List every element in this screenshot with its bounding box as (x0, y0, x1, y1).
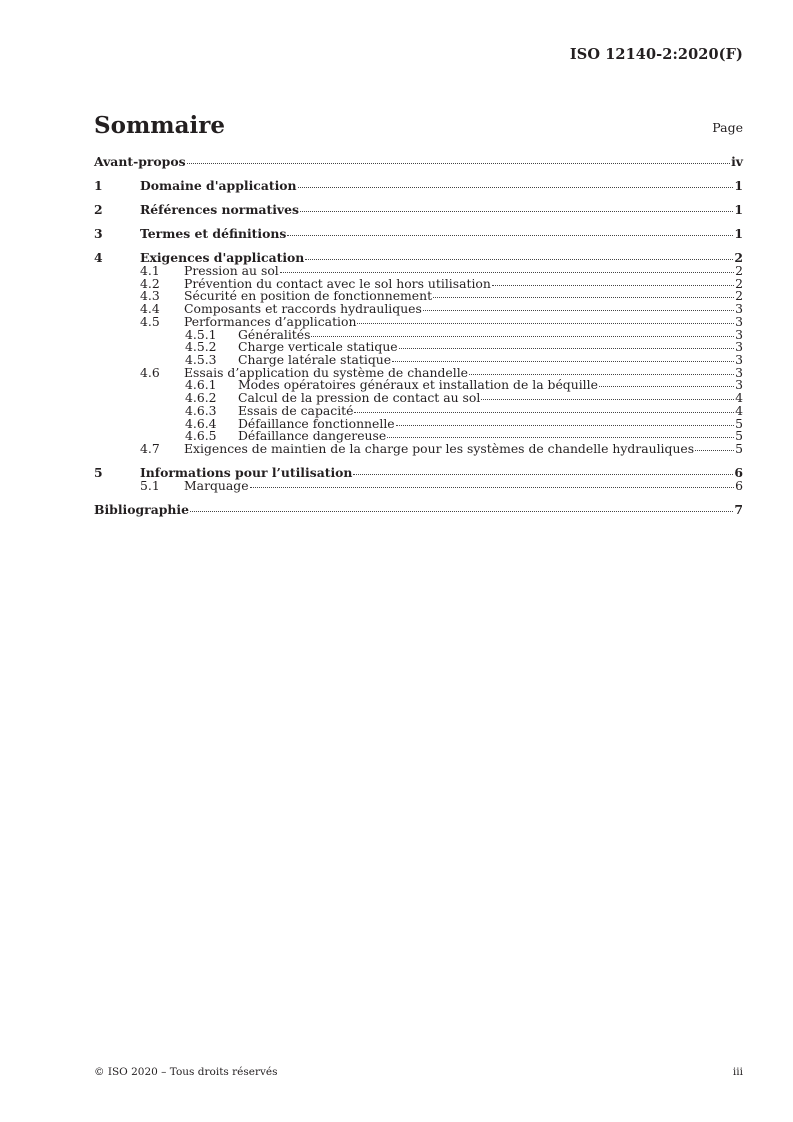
toc-entry-label: Modes opératoires généraux et installation de la béquille (238, 377, 598, 393)
toc-entry-label: Performances d’application (184, 313, 357, 329)
toc-entry-number: 4.6 (140, 364, 160, 380)
toc-title-row (94, 112, 743, 142)
dot-leader (599, 386, 734, 387)
toc-entry-page: 3 (735, 301, 743, 317)
dot-leader (300, 211, 733, 212)
toc-entry-page: 2 (735, 275, 743, 291)
toc-entry-page: 3 (735, 364, 743, 380)
toc-entry[interactable] (94, 156, 743, 169)
dot-leader (695, 450, 734, 451)
page-column-label: Page (712, 120, 743, 135)
toc-entry-label: Généralités (238, 326, 311, 342)
toc-entry-page: 3 (735, 313, 743, 329)
toc-entry-label: Défaillance fonctionnelle (238, 415, 395, 431)
toc-entry-number: 4.5.3 (185, 352, 217, 367)
toc-entry-label: Exigences de maintien de la charge pour les systèmes de chandelle hydrauliques (184, 440, 695, 456)
dot-leader (187, 163, 731, 164)
toc-entry-page: 4 (735, 402, 743, 418)
toc-entry-number: 5.1 (140, 477, 160, 493)
dot-leader (354, 412, 734, 413)
toc-entry-label: Calcul de la pression de contact au sol (238, 390, 481, 406)
toc-entry-number: 5 (94, 465, 103, 481)
toc-entry-number: 4.6.1 (185, 377, 217, 393)
toc-entry-number: 4.5.2 (185, 339, 217, 355)
dot-leader (305, 259, 733, 260)
toc-entry-page: 1 (734, 226, 743, 242)
dot-leader (433, 297, 734, 298)
dot-leader (399, 348, 734, 349)
toc-entry-number: 3 (94, 226, 103, 242)
toc-entry-number: 4.6.4 (185, 415, 217, 431)
toc-entry-label: Sécurité en position de fonctionnement (184, 288, 433, 304)
toc-entry-page: 2 (735, 288, 743, 304)
toc-entry-number: 4.1 (140, 263, 160, 279)
toc-entry-label: Composants et raccords hydrauliques (184, 301, 422, 317)
toc-title: Sommaire (94, 112, 226, 139)
dot-leader (392, 361, 734, 362)
toc-entry-number: 4.4 (140, 301, 160, 317)
toc-entry-number: 4.6.5 (185, 428, 217, 444)
toc-entry-page: 7 (734, 501, 743, 517)
toc-entry[interactable] (94, 228, 743, 241)
dot-leader (423, 310, 734, 311)
toc-entry-page: iv (731, 154, 743, 169)
page-number: iii (732, 1066, 743, 1078)
toc-entry-label: Avant-propos (94, 154, 186, 169)
toc-entry[interactable] (94, 501, 743, 517)
toc-entry[interactable] (94, 440, 743, 456)
toc-entry-page: 2 (735, 263, 743, 279)
toc-entry-label: Charge verticale statique (238, 339, 398, 355)
toc-entry-label: Essais d’application du système de chandelle (184, 364, 469, 380)
toc-entry-page: 1 (734, 202, 743, 218)
document-reference: ISO 12140-2:2020(F) (569, 46, 743, 63)
toc-entry-page: 2 (734, 250, 743, 266)
copyright-notice: © ISO 2020 – Tous droits réservés (94, 1066, 278, 1078)
dot-leader (396, 425, 734, 426)
dot-leader (353, 474, 733, 475)
toc-entry-number: 4.5.1 (185, 326, 217, 342)
toc-entry-number: 2 (94, 202, 103, 218)
toc-entry-page: 4 (735, 390, 743, 406)
toc-entry-page: 3 (735, 326, 743, 342)
dot-leader (298, 187, 734, 188)
toc-entry-label: Informations pour l’utilisation (140, 465, 353, 481)
toc-entry-number: 4 (94, 250, 103, 266)
toc-entry-page: 6 (735, 477, 743, 493)
toc-entry-page: 6 (734, 465, 743, 481)
toc-entry-page: 3 (735, 377, 743, 393)
toc-entry-label: Références normatives (140, 202, 299, 218)
toc-entry-label: Défaillance dangereuse (238, 428, 387, 444)
dot-leader (481, 399, 734, 400)
dot-leader (190, 511, 733, 512)
toc-entry-label: Charge latérale statique (238, 352, 392, 367)
dot-leader (250, 487, 735, 488)
toc-entry-page: 3 (735, 339, 743, 355)
toc-entry-page: 5 (735, 415, 743, 431)
toc-entry-number: 1 (94, 178, 103, 194)
toc-entry-number: 4.2 (140, 275, 160, 291)
toc-entry-page: 1 (734, 178, 743, 194)
toc-entry-number: 4.6.2 (185, 390, 217, 406)
toc-entry-number: 4.3 (140, 288, 160, 304)
toc-entry-page: 5 (735, 440, 743, 456)
toc-entry-number: 4.7 (140, 440, 160, 456)
dot-leader (357, 323, 734, 324)
toc-entry[interactable] (94, 204, 743, 217)
toc-entry[interactable] (94, 180, 743, 193)
toc-entry-number: 4.5 (140, 313, 160, 329)
toc-entry-number: 4.6.3 (185, 402, 217, 418)
toc-entry-label: Exigences d'application (140, 250, 305, 266)
toc-entry-label: Pression au sol (184, 263, 279, 279)
toc-entry-page: 5 (735, 428, 743, 444)
toc-entry-page: 3 (735, 352, 743, 367)
toc-entry[interactable] (94, 477, 743, 493)
dot-leader (287, 235, 733, 236)
dot-leader (280, 272, 734, 273)
dot-leader (311, 336, 734, 337)
table-of-contents (94, 156, 743, 517)
dot-leader (387, 437, 734, 438)
toc-entry-label: Marquage (184, 477, 249, 493)
toc-entry-label: Domaine d'application (140, 178, 297, 194)
dot-leader (469, 374, 734, 375)
toc-entry-label: Essais de capacité (238, 402, 354, 418)
toc-entry-label: Bibliographie (94, 501, 190, 517)
toc-entry-label: Prévention du contact avec le sol hors utilisation (184, 275, 491, 291)
toc-entry-label: Termes et définitions (140, 226, 287, 242)
dot-leader (492, 285, 734, 286)
